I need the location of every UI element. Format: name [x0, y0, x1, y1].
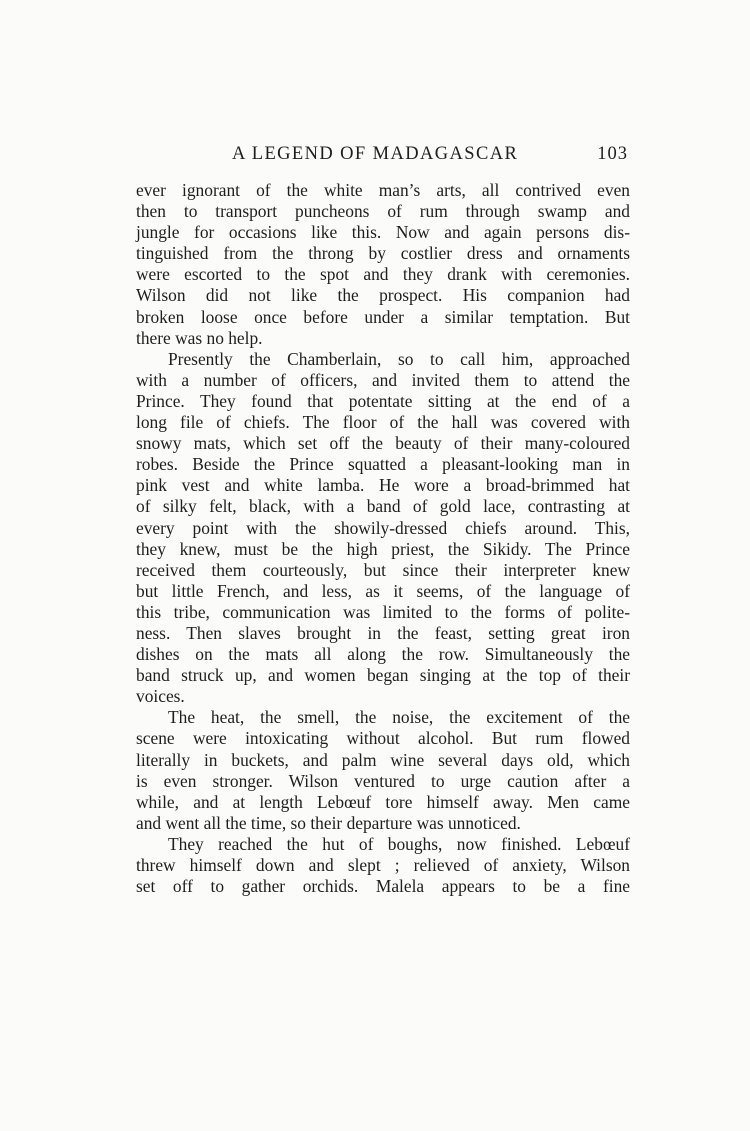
text-line: long file of chiefs. The floor of the hall was covered with [136, 412, 630, 433]
text-line: Presently the Chamberlain, so to call him, approached [168, 348, 630, 369]
text-line: received them courteously, but since their interpreter knew [136, 559, 630, 580]
text-line: robes. Beside the Prince squatted a pleasant-looking man in [136, 454, 630, 475]
text-line: they knew, must be the high priest, the Sikidy. The Prince [136, 538, 630, 559]
text-line: tinguished from the throng by costlier dress and ornaments [136, 243, 630, 264]
text-line: set off to gather orchids. Malela appears to be a fine [136, 876, 630, 897]
text-line: Wilson did not like the prospect. His companion had [136, 285, 630, 306]
text-line: then to transport puncheons of rum through swamp and [136, 201, 630, 222]
text-line: scene were intoxicating without alcohol. But rum flowed [136, 728, 630, 749]
text-line: this tribe, communication was limited to the forms of polite- [136, 601, 630, 622]
text-line: threw himself down and slept ; relieved of anxiety, Wilson [136, 855, 630, 875]
text-line: were escorted to the spot and they drank with ceremonies. [136, 264, 630, 285]
text-line: of silky felt, black, with a band of gold lace, contrasting at [136, 496, 630, 517]
text-line: there was no help. [136, 327, 263, 348]
text-line: but little French, and less, as it seems, of the language of [136, 580, 630, 601]
text-line: dishes on the mats all along the row. Simultaneously the [136, 644, 630, 665]
text-line: The heat, the smell, the noise, the excitement of the [168, 707, 630, 728]
running-head [136, 144, 628, 170]
text-line: snowy mats, which set off the beauty of their many-coloured [136, 433, 630, 454]
text-line: broken loose once before under a similar temptation. But [136, 306, 630, 327]
text-line: is even stronger. Wilson ventured to urge caution after a [136, 770, 630, 791]
text-line: ness. Then slaves brought in the feast, setting great iron [136, 622, 630, 643]
running-title: A LEGEND OF MADAGASCAR [232, 144, 519, 164]
text-line: band struck up, and women began singing at the top of their [136, 665, 630, 686]
text-line: They reached the hut of boughs, now finished. Lebœuf [168, 833, 630, 854]
text-line: pink vest and white lamba. He wore a broad-brimmed hat [136, 475, 630, 496]
text-line: voices. [136, 686, 185, 707]
text-line: every point with the showily-dressed chiefs around. This, [136, 517, 630, 538]
text-line: jungle for occasions like this. Now and again persons dis- [136, 222, 630, 243]
text-line: ever ignorant of the white man’s arts, all contrived even [136, 180, 630, 200]
body-text [136, 180, 630, 897]
page-number: 103 [597, 144, 628, 164]
text-line: and went all the time, so their departure was unnoticed. [136, 812, 521, 833]
text-line: with a number of officers, and invited them to attend the [136, 369, 630, 390]
text-line: while, and at length Lebœuf tore himself away. Men came [136, 791, 630, 812]
text-line: Prince. They found that potentate sitting at the end of a [136, 390, 630, 411]
text-line: literally in buckets, and palm wine several days old, which [136, 749, 630, 770]
